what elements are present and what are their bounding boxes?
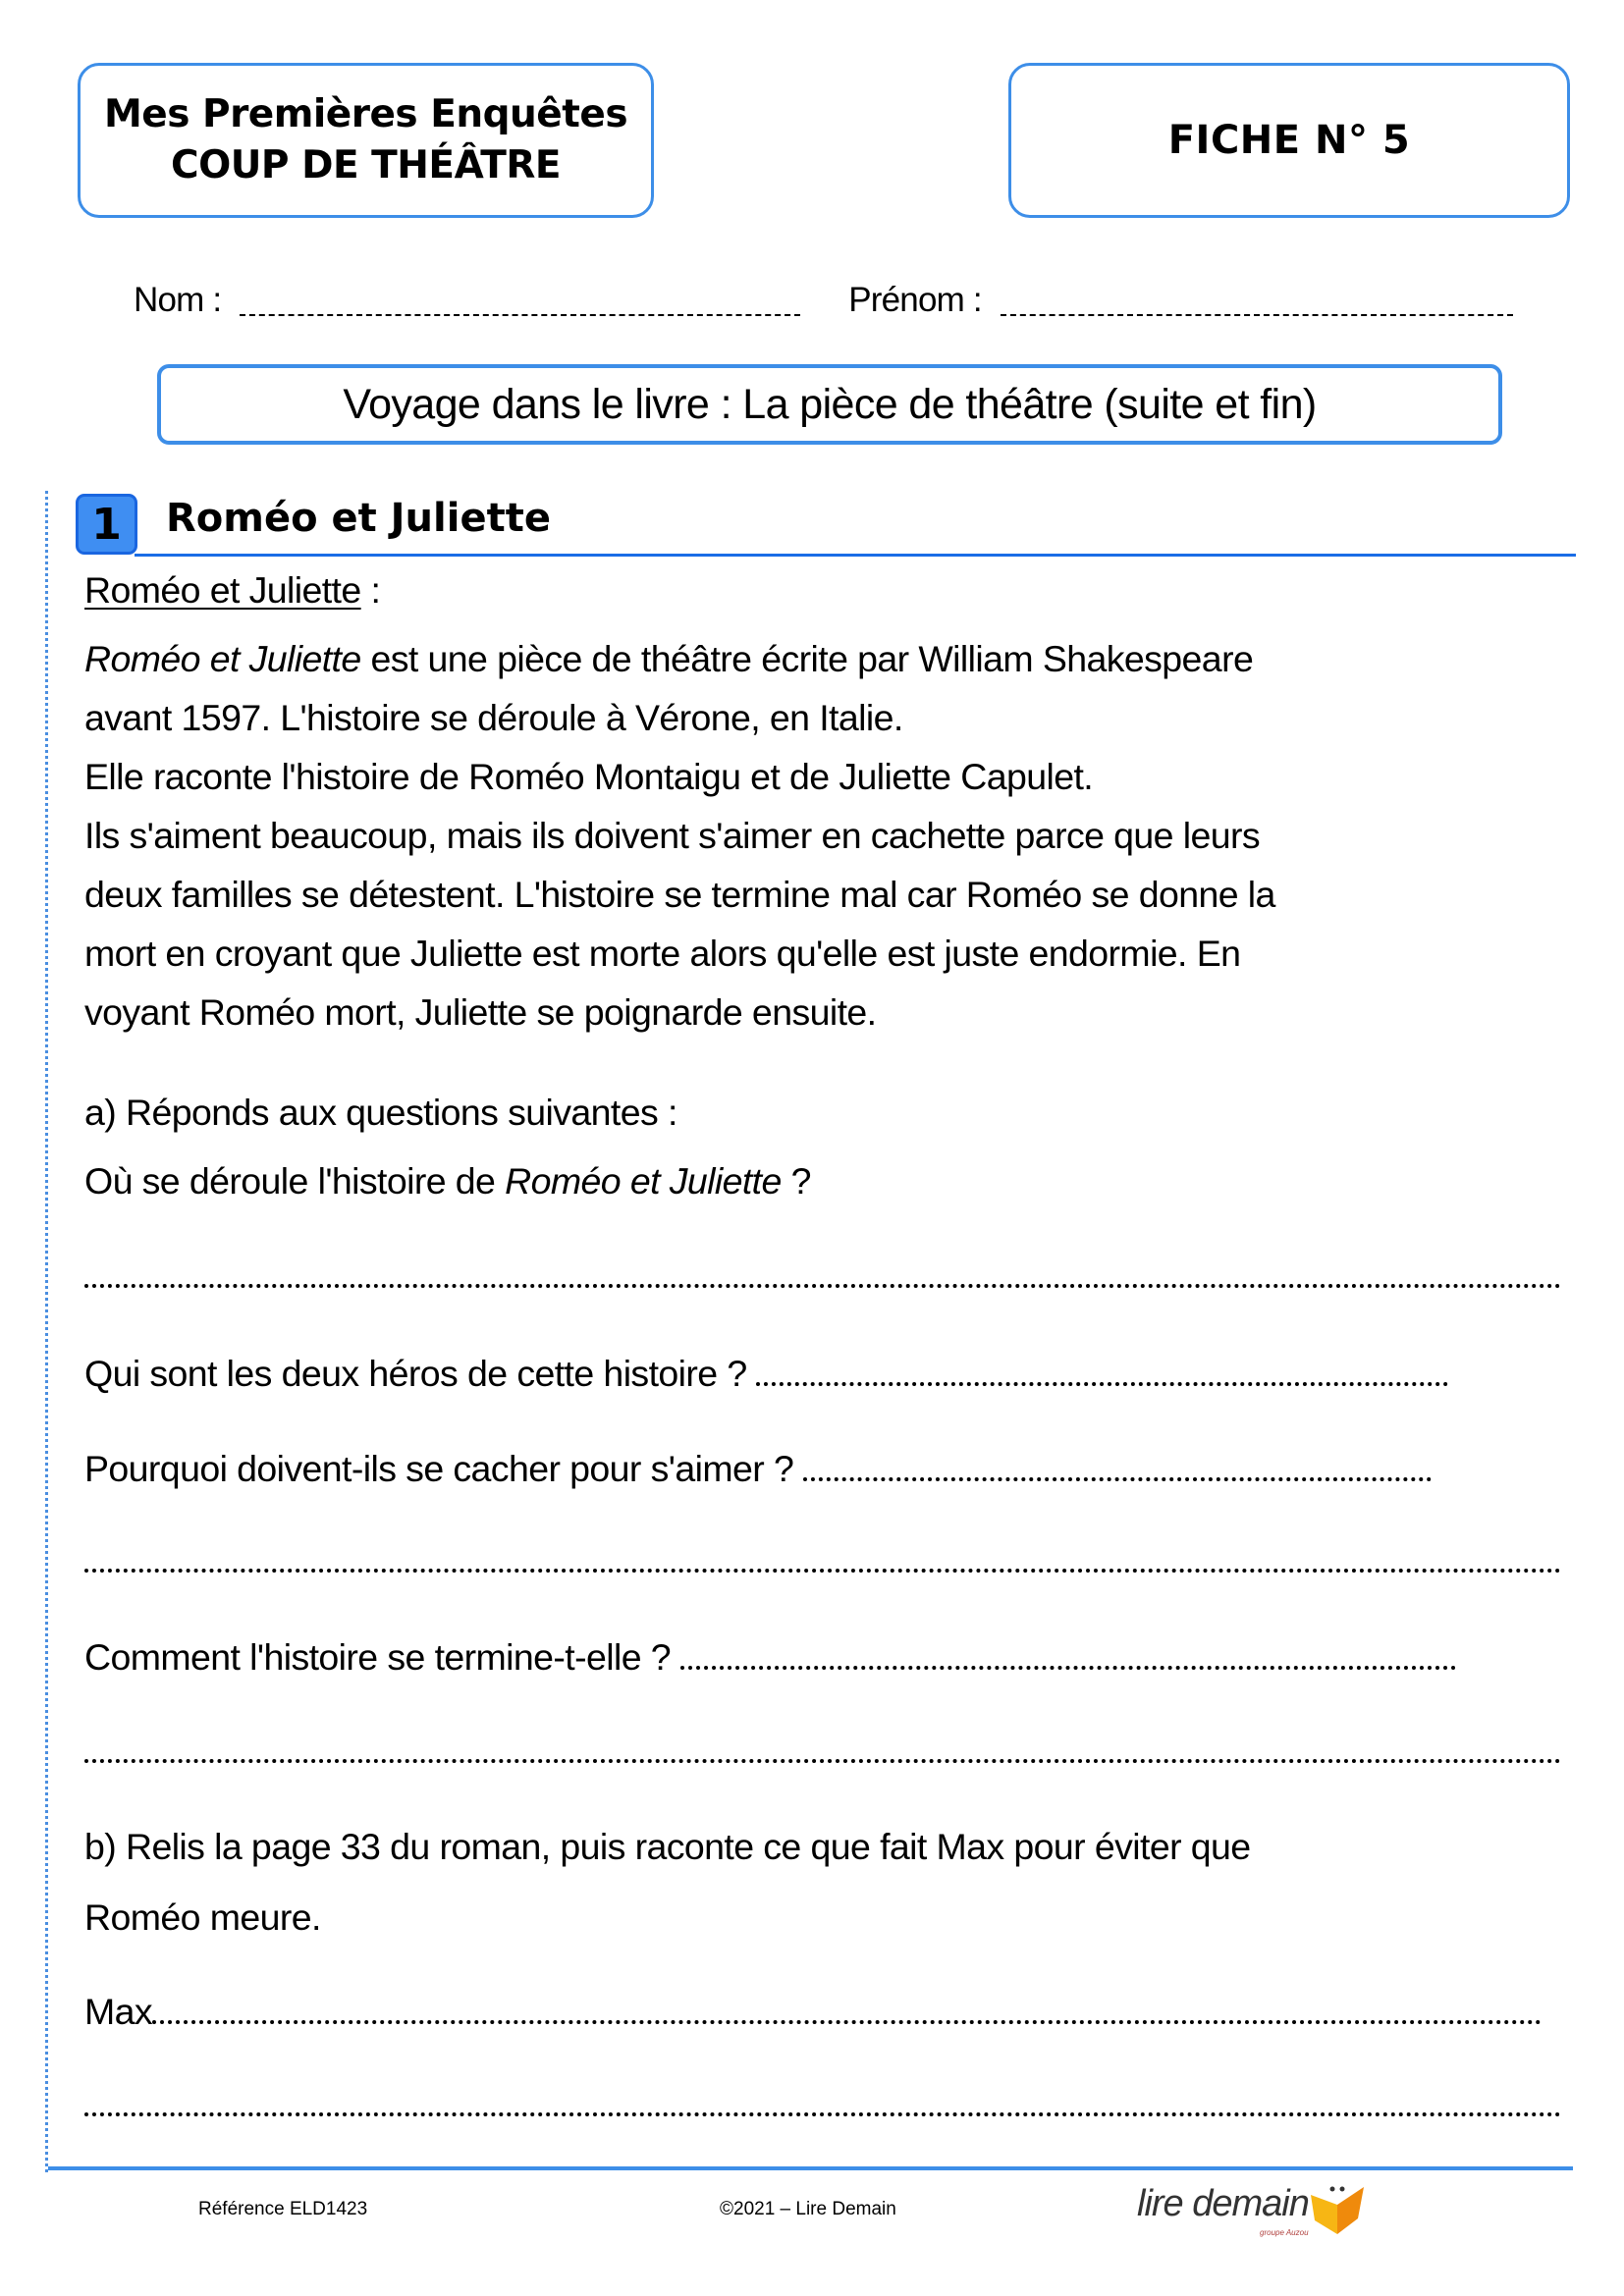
name-field[interactable]: [240, 275, 800, 316]
logo-text: lire demain: [1137, 2183, 1309, 2224]
question-4: Comment l'histoire se termine-t-elle ?: [84, 1636, 1456, 1679]
answer-line-4a[interactable]: [680, 1662, 1456, 1670]
part-b-instruction-2: Roméo meure.: [84, 1896, 321, 1938]
logo-subtext: groupe Auzou: [1260, 2228, 1309, 2237]
question-3: Pourquoi doivent-ils se cacher pour s'aimer ?: [84, 1448, 1432, 1490]
section-title: Roméo et Juliette: [166, 496, 551, 541]
answer-line-3b[interactable]: [84, 1569, 1561, 1573]
text-line-5: deux familles se détestent. L'histoire se termine mal car Roméo se donne la: [84, 874, 1275, 915]
student-identity-row: [134, 275, 1513, 320]
series-title: Mes Premières Enquêtes: [103, 92, 628, 136]
margin-dotted-line: [45, 491, 48, 2172]
series-title-box: [78, 63, 654, 218]
open-book-icon: [1309, 2181, 1366, 2235]
footer-rule: [48, 2166, 1573, 2170]
answer-line-5a[interactable]: [152, 2016, 1542, 2024]
answer-line-2[interactable]: [756, 1378, 1448, 1386]
sheet-number: FICHE N° 5: [1167, 118, 1411, 163]
text-subtitle: Roméo et Juliette :: [84, 569, 381, 611]
copyright: ©2021 – Lire Demain: [720, 2199, 896, 2219]
firstname-label: Prénom :: [848, 281, 982, 319]
text-line-4: Ils s'aiment beaucoup, mais ils doivent s'aimer en cachette parce que leurs: [84, 815, 1261, 856]
firstname-field[interactable]: [1001, 275, 1513, 316]
text-line-2: avant 1597. L'histoire se déroule à Vérone, en Italie.: [84, 697, 903, 738]
answer-line-3a[interactable]: [803, 1473, 1432, 1481]
text-line-1: Roméo et Juliette est une pièce de théâtre écrite par William Shakespeare: [84, 638, 1254, 679]
theme-box: [157, 364, 1502, 445]
part-a-instruction: a) Réponds aux questions suivantes :: [84, 1092, 677, 1133]
question-2: Qui sont les deux héros de cette histoire ?: [84, 1353, 1448, 1395]
sheet-number-box: [1008, 63, 1570, 218]
section-heading: [76, 494, 1576, 557]
answer-line-5b[interactable]: [84, 2112, 1561, 2116]
theme-title: Voyage dans le livre : La pièce de théâtre (suite et fin): [343, 380, 1317, 428]
question-1: Où se déroule l'histoire de Roméo et Juliette ?: [84, 1160, 811, 1201]
reference-code: Référence ELD1423: [198, 2199, 368, 2219]
name-label: Nom :: [134, 281, 222, 319]
lire-demain-logo: [1137, 2181, 1373, 2250]
book-title: COUP DE THÉÂTRE: [170, 143, 561, 187]
answer-line-1[interactable]: [84, 1284, 1561, 1288]
subtitle-underlined: Roméo et Juliette: [84, 569, 361, 611]
part-b-instruction-1: b) Relis la page 33 du roman, puis raconte ce que fait Max pour éviter que: [84, 1826, 1251, 1867]
section-number-badge: 1: [76, 494, 137, 555]
part-b-answer: Max: [84, 1991, 1542, 2033]
text-line-7: voyant Roméo mort, Juliette se poignarde ensuite.: [84, 991, 877, 1033]
answer-line-4b[interactable]: [84, 1759, 1561, 1763]
text-line-3: Elle raconte l'histoire de Roméo Montaigu et de Juliette Capulet.: [84, 756, 1094, 797]
text-line-6: mort en croyant que Juliette est morte alors qu'elle est juste endormie. En: [84, 933, 1241, 974]
section-underline: [135, 554, 1576, 557]
